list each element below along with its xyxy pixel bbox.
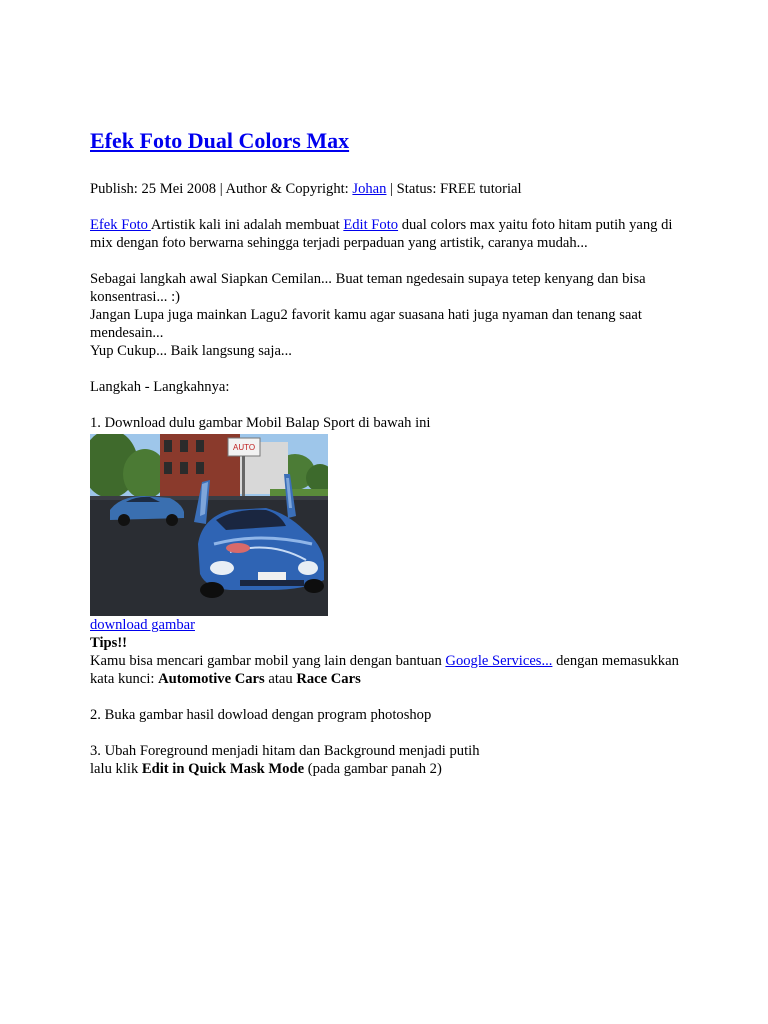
- efek-foto-link[interactable]: Efek Foto: [90, 217, 151, 233]
- race-car-photo: [90, 434, 328, 616]
- intro-paragraph: [90, 216, 690, 252]
- edit-foto-link[interactable]: Edit Foto: [343, 217, 399, 233]
- quick-mask-mode-text: Edit in Quick Mask Mode: [141, 761, 305, 777]
- article-title: [90, 126, 690, 156]
- step-3-line-1: 3. Ubah Foreground menjadi hitam dan Background menjadi putih: [90, 743, 480, 759]
- tips-text-3: kata kunci:: [90, 671, 159, 687]
- step-3: [90, 742, 690, 778]
- meta-publish: Publish: 25 Mei 2008 | Author & Copyright:: [90, 181, 353, 197]
- tips-text-2: dengan memasukkan: [552, 653, 679, 669]
- intro-text-1: Artistik kali ini adalah membuat: [150, 217, 344, 233]
- steps-heading: Langkah - Langkahnya:: [90, 379, 230, 395]
- google-services-link[interactable]: Google Services...: [445, 653, 553, 669]
- prep-line-3: Yup Cukup... Baik langsung saja...: [90, 343, 292, 359]
- article-meta: [90, 180, 690, 198]
- photo-sign-text: AUTO: [233, 443, 256, 452]
- tips-paragraph: [90, 652, 690, 688]
- step-2: 2. Buka gambar hasil dowload dengan program photoshop: [90, 707, 432, 723]
- tips-label-text: Tips!!: [90, 635, 128, 651]
- tips-text-1: Kamu bisa mencari gambar mobil yang lain dengan bantuan: [90, 653, 446, 669]
- article-title-link[interactable]: Efek Foto Dual Colors Max: [90, 128, 350, 153]
- prep-line-2: Jangan Lupa juga mainkan Lagu2 favorit kamu agar suasana hati juga nyaman dan tenang saat mendesain...: [90, 307, 642, 341]
- step-3-text-1: lalu klik: [90, 761, 142, 777]
- step-3-text-2: (pada gambar panah 2): [304, 761, 442, 777]
- tips-text-4: atau: [264, 671, 297, 687]
- keyword-race-cars: Race Cars: [296, 671, 361, 687]
- tips-label: [90, 634, 690, 652]
- article: [90, 126, 690, 778]
- author-link[interactable]: Johan: [352, 181, 387, 197]
- prep-paragraph: [90, 270, 690, 360]
- download-image-link[interactable]: download gambar: [90, 617, 195, 633]
- keyword-automotive-cars: Automotive Cars: [158, 671, 265, 687]
- prep-line-1: Sebagai langkah awal Siapkan Cemilan... Buat teman ngedesain supaya tetep kenyang dan bisa konsentrasi... :): [90, 271, 646, 305]
- intro-text-2: dual colors max yaitu foto hitam putih yang di mix dengan foto berwarna sehingga terjadi perpaduan yang artistik, caranya mudah...: [90, 217, 673, 251]
- step-1: 1. Download dulu gambar Mobil Balap Sport di bawah ini: [90, 415, 431, 431]
- download-paragraph: [90, 616, 690, 634]
- meta-status: | Status: FREE tutorial: [386, 181, 522, 197]
